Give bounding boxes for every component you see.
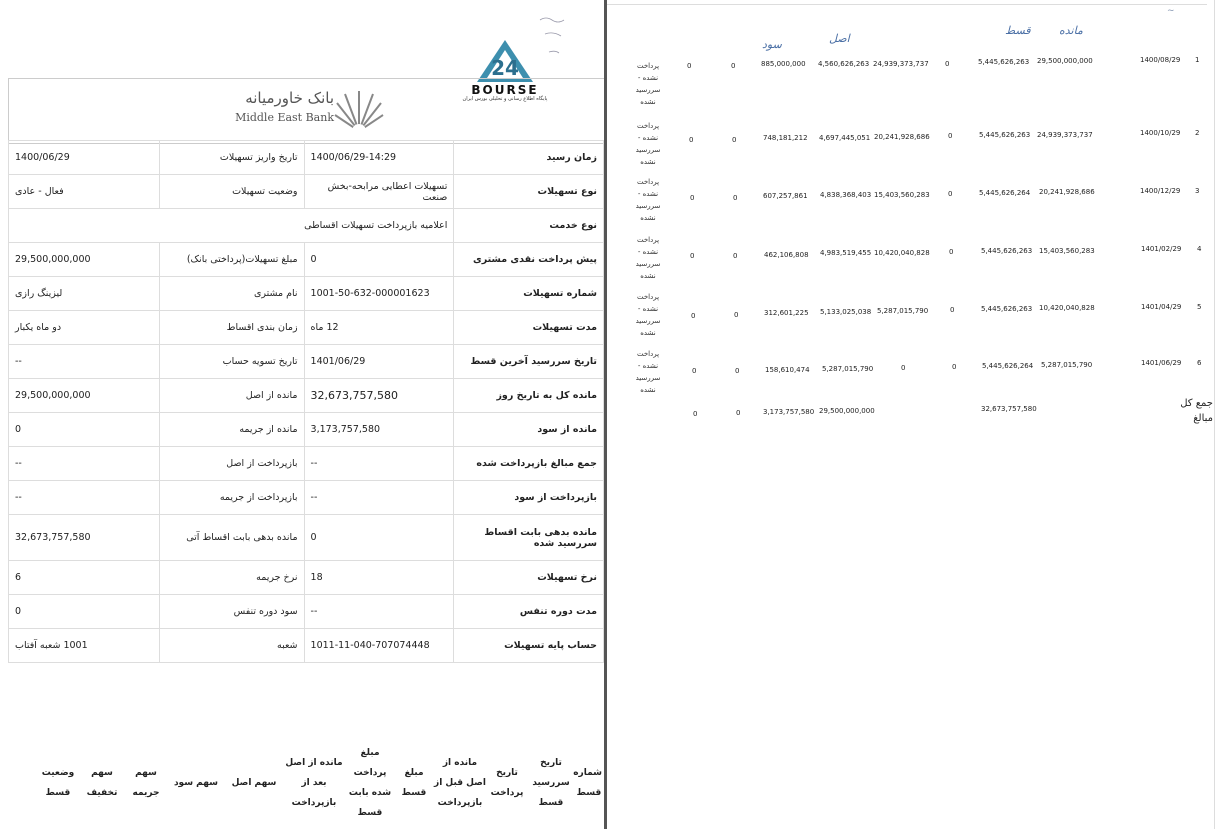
- column-header: مبلغ قسط: [401, 767, 427, 798]
- cell-number: 2: [1195, 129, 1200, 137]
- cell-profit: 607,257,861: [763, 192, 808, 200]
- info-row: [9, 277, 604, 311]
- cell-penalty: 0: [734, 311, 739, 319]
- cell-number: 4: [1197, 245, 1202, 253]
- sun-rays-icon: [334, 85, 384, 139]
- column-header: سهم تخفیف: [86, 767, 118, 798]
- field-label: نرخ تسهیلات: [454, 561, 604, 595]
- info-row: [9, 379, 604, 413]
- column-header: تاریخ پرداخت: [490, 767, 524, 798]
- cell-after: 20,241,928,686: [874, 133, 930, 141]
- bourse-tagline: پایگاه اطلاع رسانی و تحلیلی بورس ایران: [462, 96, 548, 102]
- cell-number: 3: [1195, 187, 1200, 195]
- cell-paid: 0: [948, 190, 953, 198]
- cell-principal: 5,287,015,790: [822, 365, 874, 373]
- field-value: لیزینگ رازی: [9, 277, 160, 311]
- cell-discount: 0: [691, 312, 696, 320]
- cell-due-date: 1401/04/29: [1141, 303, 1182, 311]
- cell-status: پرداخت نشده - سررسید نشده: [635, 236, 661, 280]
- field-label: مانده بدهی بابت اقساط سررسید شده: [454, 515, 604, 561]
- field-value: 0: [304, 515, 454, 561]
- loan-info-table: [8, 140, 604, 663]
- cell-paid: 0: [948, 132, 953, 140]
- statement-page-right: [607, 0, 1215, 829]
- field-value: تسهیلات اعطایی مرابحه-بخش صنعت: [304, 175, 454, 209]
- cell-status: پرداخت نشده - سررسید نشده: [635, 350, 661, 394]
- cell-before: 15,403,560,283: [1039, 247, 1095, 255]
- cell-paid: 0: [950, 306, 955, 314]
- column-header: سهم اصل: [231, 777, 277, 788]
- field-value: --: [304, 595, 454, 629]
- field-label: تاریخ تسویه حساب: [159, 345, 304, 379]
- cell-status: پرداخت نشده - سررسید نشده: [635, 122, 661, 166]
- total-penalty: 0: [736, 409, 741, 417]
- field-value: 0: [9, 413, 160, 447]
- cell-discount: 0: [690, 252, 695, 260]
- cell-profit: 748,181,212: [763, 134, 808, 142]
- svg-text:24: 24: [491, 56, 519, 80]
- field-label: وضعیت تسهیلات: [159, 175, 304, 209]
- field-label: شماره تسهیلات: [454, 277, 604, 311]
- field-label: مدت دوره تنفس: [454, 595, 604, 629]
- cell-discount: 0: [687, 62, 692, 70]
- field-value: 3,173,757,580: [304, 413, 454, 447]
- field-value: 1401/06/29: [304, 345, 454, 379]
- info-row: [9, 311, 604, 345]
- field-label: نوع خدمت: [454, 209, 604, 243]
- field-value: --: [304, 447, 454, 481]
- field-label: حساب پایه تسهیلات: [454, 629, 604, 663]
- cell-amount: 5,445,626,263: [978, 58, 1030, 66]
- cell-amount: 5,445,626,264: [982, 362, 1034, 370]
- cell-principal: 4,697,445,051: [819, 134, 871, 142]
- cell-number: 5: [1197, 303, 1202, 311]
- field-value: 32,673,757,580: [9, 515, 160, 561]
- cell-amount: 5,445,626,264: [979, 189, 1031, 197]
- field-label: شعبه: [159, 629, 304, 663]
- column-header: وضعیت قسط: [41, 767, 75, 798]
- total-profit: 3,173,757,580: [763, 408, 815, 416]
- total-principal: 29,500,000,000: [819, 407, 875, 415]
- field-label: تاریخ سررسید آخرین قسط: [454, 345, 604, 379]
- cell-number: 6: [1197, 359, 1202, 367]
- cell-status: پرداخت نشده - سررسید نشده: [635, 293, 661, 337]
- field-label: مدت تسهیلات: [454, 311, 604, 345]
- cell-before: 24,939,373,737: [1037, 131, 1093, 139]
- field-value: 29,500,000,000: [9, 379, 160, 413]
- field-label: بازپرداخت از جریمه: [159, 481, 304, 515]
- info-row: [9, 209, 604, 243]
- cell-before: 20,241,928,686: [1039, 188, 1095, 196]
- field-label: بازپرداخت از اصل: [159, 447, 304, 481]
- cell-discount: 0: [689, 136, 694, 144]
- cell-amount: 5,445,626,263: [981, 247, 1033, 255]
- cell-status: پرداخت نشده - سررسید نشده: [635, 62, 661, 106]
- cell-principal: 4,560,626,263: [818, 60, 870, 68]
- cell-principal: 5,133,025,038: [820, 308, 872, 316]
- cell-paid: 0: [952, 363, 957, 371]
- field-value: 1011-11-040-707074448: [304, 629, 454, 663]
- cell-profit: 462,106,808: [764, 251, 809, 259]
- total-discount: 0: [693, 410, 698, 418]
- cell-penalty: 0: [733, 252, 738, 260]
- column-header: سهم سود: [173, 777, 219, 788]
- cell-after: 0: [901, 364, 906, 372]
- info-row: [9, 243, 604, 277]
- page-edge: [607, 4, 1207, 5]
- field-value: 1001-50-632-000001623: [304, 277, 454, 311]
- field-value: 12 ماه: [304, 311, 454, 345]
- cell-penalty: 0: [731, 62, 736, 70]
- field-label: مانده از جریمه: [159, 413, 304, 447]
- bank-name-persian: بانک خاورمیانه: [245, 89, 334, 107]
- field-value: --: [9, 345, 160, 379]
- cell-after: 24,939,373,737: [873, 60, 929, 68]
- cell-due-date: 1400/12/29: [1140, 187, 1181, 195]
- field-label: بازپرداخت از سود: [454, 481, 604, 515]
- field-label: مانده از سود: [454, 413, 604, 447]
- field-label: جمع مبالغ بازپرداخت شده: [454, 447, 604, 481]
- handwritten-note: سود: [762, 38, 782, 51]
- bourse-wordmark: BOURSE: [471, 83, 539, 97]
- info-row: [9, 447, 604, 481]
- info-row: [9, 141, 604, 175]
- info-row: [9, 629, 604, 663]
- field-value: فعال - عادی: [9, 175, 160, 209]
- field-value: 6: [9, 561, 160, 595]
- cell-profit: 312,601,225: [764, 309, 809, 317]
- cell-due-date: 1400/08/29: [1140, 56, 1181, 64]
- info-row: [9, 345, 604, 379]
- column-header: مبلغ پرداخت شده بابت قسط: [348, 747, 392, 818]
- field-label: نام مشتری: [159, 277, 304, 311]
- cell-before: 10,420,040,828: [1039, 304, 1095, 312]
- info-row: [9, 561, 604, 595]
- info-row: [9, 481, 604, 515]
- info-row: [9, 595, 604, 629]
- cell-after: 15,403,560,283: [874, 191, 930, 199]
- cell-profit: 885,000,000: [761, 60, 806, 68]
- field-label: مانده بدهی بابت اقساط آتی: [159, 515, 304, 561]
- column-header: شماره قسط: [573, 767, 602, 798]
- cell-after: 5,287,015,790: [877, 307, 929, 315]
- cell-due-date: 1401/02/29: [1141, 245, 1182, 253]
- bank-header: [8, 78, 604, 144]
- cell-status: پرداخت نشده - سررسید نشده: [635, 178, 661, 222]
- installments-table-header: [10, 736, 604, 829]
- handwritten-scribble: ~: [1167, 6, 1175, 16]
- cell-number: 1: [1195, 56, 1200, 64]
- cell-after: 10,420,040,828: [874, 249, 930, 257]
- handwritten-note: مانده: [1059, 24, 1083, 37]
- field-value: 0: [9, 595, 160, 629]
- handwritten-note: قسط: [1005, 24, 1031, 37]
- handwritten-note: اصل: [829, 32, 850, 45]
- cell-principal: 4,838,368,403: [820, 191, 872, 199]
- field-label: تاریخ واریز تسهیلات: [159, 141, 304, 175]
- cell-profit: 158,610,474: [765, 366, 810, 374]
- cell-penalty: 0: [733, 194, 738, 202]
- cell-amount: 5,445,626,263: [981, 305, 1033, 313]
- field-value: 0: [304, 243, 454, 277]
- cell-due-date: 1401/06/29: [1141, 359, 1182, 367]
- field-label: مانده کل به تاریخ روز: [454, 379, 604, 413]
- field-value: 29,500,000,000: [9, 243, 160, 277]
- field-value: --: [304, 481, 454, 515]
- column-header: مانده از اصل قبل از بازپرداخت: [434, 757, 486, 808]
- info-row: [9, 175, 604, 209]
- field-value: --: [9, 447, 160, 481]
- field-label: نوع تسهیلات: [454, 175, 604, 209]
- info-row: [9, 413, 604, 447]
- cell-discount: 0: [690, 194, 695, 202]
- info-row: [9, 515, 604, 561]
- field-value: 32,673,757,580: [304, 379, 454, 413]
- field-value: دو ماه یکبار: [9, 311, 160, 345]
- field-value: 1400/06/29: [9, 141, 160, 175]
- cell-before: 5,287,015,790: [1041, 361, 1093, 369]
- cell-amount: 5,445,626,263: [979, 131, 1031, 139]
- cell-penalty: 0: [732, 136, 737, 144]
- cell-penalty: 0: [735, 367, 740, 375]
- field-label: سود دوره تنفس: [159, 595, 304, 629]
- cell-principal: 4,983,519,455: [820, 249, 872, 257]
- column-header: مانده از اصل بعد از بازپرداخت: [285, 757, 343, 808]
- field-value: 1001 شعبه آفتاب: [9, 629, 160, 663]
- total-amount: 32,673,757,580: [981, 405, 1037, 413]
- bank-name-english: Middle East Bank: [235, 111, 334, 124]
- column-header: تاریخ سررسید قسط: [532, 757, 570, 808]
- field-value: --: [9, 481, 160, 515]
- cell-paid: 0: [949, 248, 954, 256]
- field-label: پیش پرداخت نقدی مشتری: [454, 243, 604, 277]
- cell-due-date: 1400/10/29: [1140, 129, 1181, 137]
- statement-page-left: [0, 0, 604, 829]
- field-value: 18: [304, 561, 454, 595]
- field-value: اعلامیه بازپرداخت تسهیلات اقساطی: [9, 209, 454, 243]
- column-header: سهم جریمه: [132, 767, 160, 798]
- field-label: زمان بندی اقساط: [159, 311, 304, 345]
- field-value: 1400/06/29-14:29: [304, 141, 454, 175]
- cell-discount: 0: [692, 367, 697, 375]
- totals-label: جمع کل مبالغ: [1180, 398, 1213, 424]
- field-label: زمان رسید: [454, 141, 604, 175]
- cell-before: 29,500,000,000: [1037, 57, 1093, 65]
- cell-paid: 0: [945, 60, 950, 68]
- field-label: مانده از اصل: [159, 379, 304, 413]
- field-label: مبلغ تسهیلات(پرداختی بانک): [159, 243, 304, 277]
- field-label: نرخ جریمه: [159, 561, 304, 595]
